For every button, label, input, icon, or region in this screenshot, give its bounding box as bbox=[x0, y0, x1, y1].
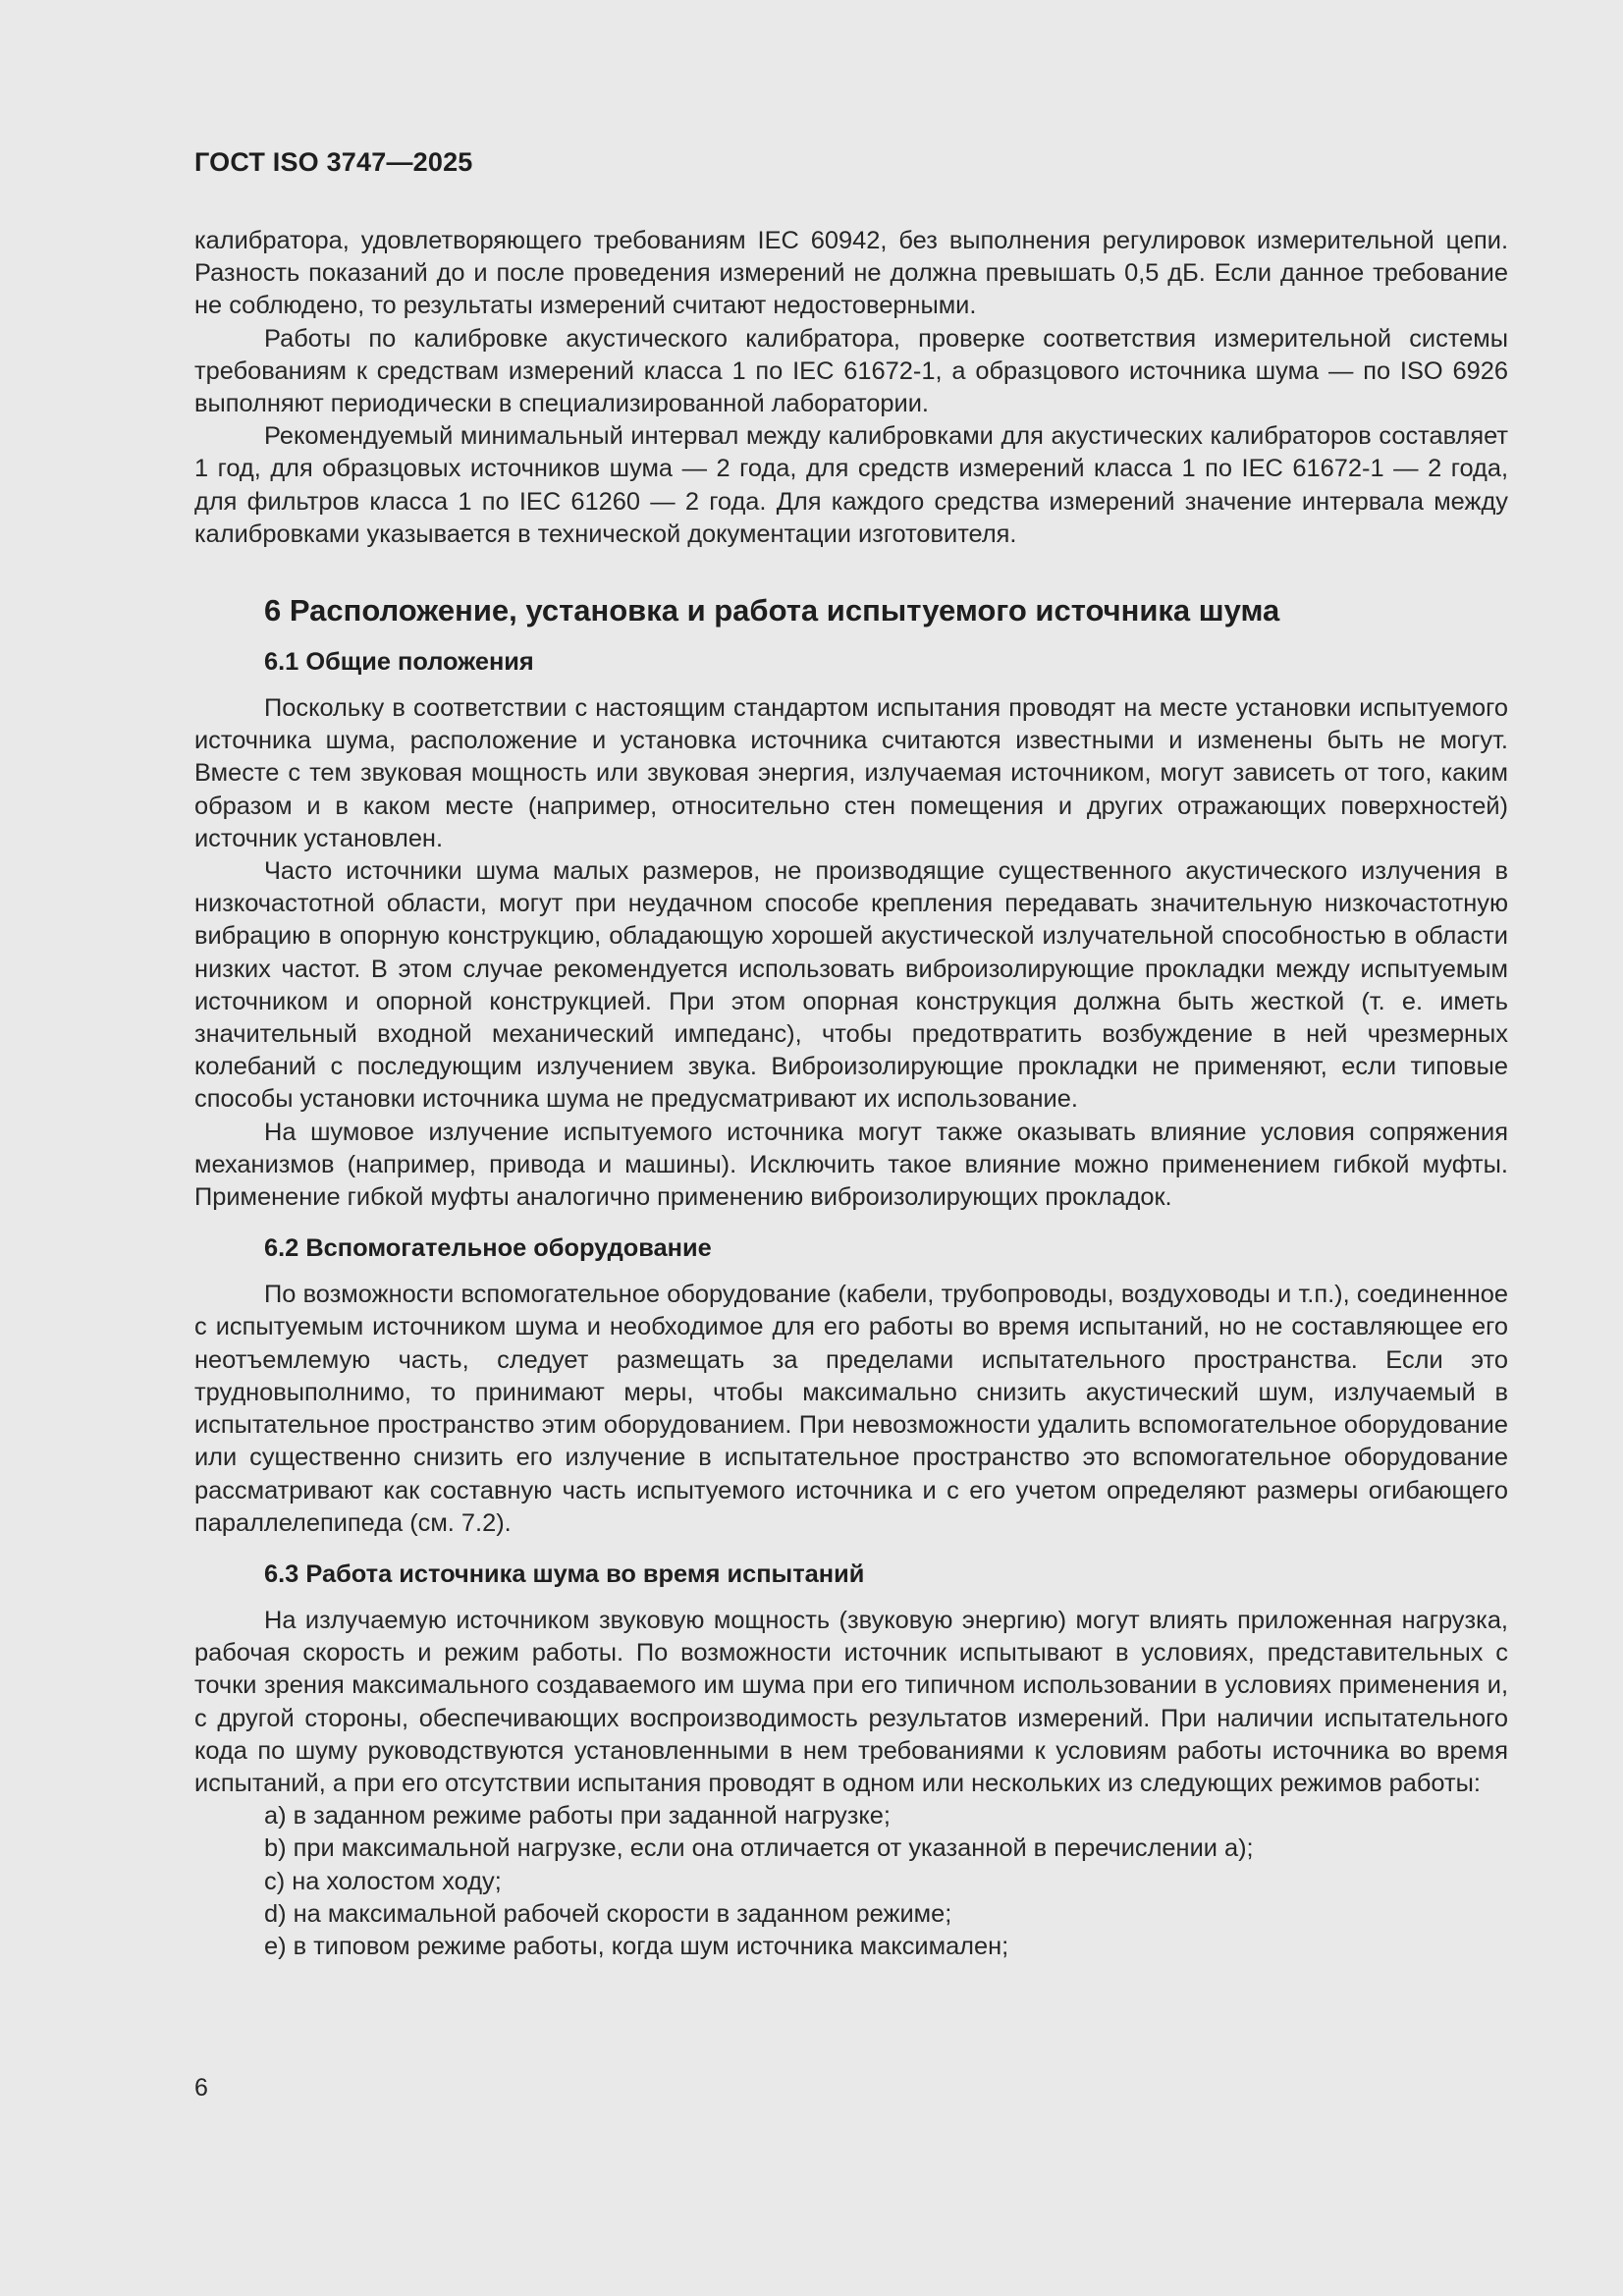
subsection-6-3-title: 6.3 Работа источника шума во время испытаний bbox=[264, 1559, 865, 1588]
page-content bbox=[194, 225, 1508, 1963]
subsection-6-2-paragraph-1: По возможности вспомогательное оборудование (кабели, трубопроводы, воздуховоды и т.п.), соединенное с испытуемым источником шума и необходимое для его работы во время испытаний, но не составляющее его неотъемлемую часть, следует размещать за пределами испытательного пространства. Если это трудновыполнимо, то принимают меры, чтобы максимально снизить акустический шум, излучаемый в испытательное пространство этим оборудованием. При невозможности удалить вспомогательное оборудование или существенно снизить его излучение в испытательное пространство это вспомогательное оборудование рассматривают как составную часть испытуемого источника и с его учетом определяют размеры огибающего параллелепипеда (см. 7.2). bbox=[194, 1281, 1508, 1537]
subsection-6-1-paragraph-2: Часто источники шума малых размеров, не производящие существенного акустического излучения в низкочастотной области, могут при неудачном способе крепления передавать значительную низкочастотную вибрацию в опорную конструкцию, обладающую хорошей акустической излучательной способностью в области низких частот. В этом случае рекомендуется использовать виброизолирующие прокладки между испытуемым источником и опорной конструкцией. При этом опорная конструкция должна быть жесткой (т. е. иметь значительный входной механический импеданс), чтобы предотвратить возбуждение в ней чрезмерных колебаний с последующим излучением звука. Виброизолирующие прокладки не применяют, если типовые способы установки источника шума не предусматривают их использование. bbox=[194, 857, 1508, 1114]
section-6-title: 6 Расположение, установка и работа испытуемого источника шума bbox=[264, 593, 1280, 629]
subsection-6-3-paragraph-1: На излучаемую источником звуковую мощность (звуковую энергию) могут влиять приложенная нагрузка, рабочая скорость и режим работы. По возможности источник испытывают в условиях, представительных с точки зрения максимального создаваемого им шума при его типичном использовании в условиях применения и, с другой стороны, обеспечивающих воспроизводимость результатов измерений. При наличии испытательного кода по шуму руководствуются установленными в нем требованиями к условиям работы источника во время испытаний, а при его отсутствии испытания проводят в одном или нескольких из следующих режимов работы: bbox=[194, 1606, 1508, 1797]
subsection-6-1-paragraph-3: На шумовое излучение испытуемого источника могут также оказывать влияние условия сопряжения механизмов (например, привода и машины). Исключить такое влияние можно применением гибкой муфты. Применение гибкой муфты аналогично применению виброизолирующих прокладок. bbox=[194, 1118, 1508, 1212]
list-item-c: c) на холостом ходу; bbox=[264, 1867, 502, 1895]
subsection-6-2-title: 6.2 Вспомогательное оборудование bbox=[264, 1234, 712, 1263]
list-item-a: a) в заданном режиме работы при заданной нагрузке; bbox=[264, 1802, 891, 1831]
list-item-d: d) на максимальной рабочей скорости в заданном режиме; bbox=[264, 1899, 952, 1928]
intro-paragraph-2: Работы по калибровке акустического калибратора, проверке соответствия измерительной системы требованиям к средствам измерений класса 1 по IEC 61672-1, а образцового источника шума — по ISO 6926 выполняют периодически в специализированной лаборатории. bbox=[194, 324, 1508, 418]
intro-paragraph-1: калибратора, удовлетворяющего требованиям IEC 60942, без выполнения регулировок измерительной цепи. Разность показаний до и после проведения измерений не должна превышать 0,5 дБ. Если данное требование не соблюдено, то результаты измерений считают недостоверными. bbox=[194, 227, 1508, 320]
subsection-6-1-title: 6.1 Общие положения bbox=[264, 648, 534, 677]
list-item-b: b) при максимальной нагрузке, если она отличается от указанной в перечислении а); bbox=[264, 1834, 1254, 1863]
list-item-e: e) в типовом режиме работы, когда шум источника максимален; bbox=[264, 1932, 1009, 1960]
subsection-6-1-paragraph-1: Поскольку в соответствии с настоящим стандартом испытания проводят на месте установки испытуемого источника шума, расположение и установка источника считаются известными и изменены быть не могут. Вместе с тем звуковая мощность или звуковая энергия, излучаемая источником, могут зависеть от того, каким образом и в каком месте (например, относительно стен помещения и других отражающих поверхностей) источник установлен. bbox=[194, 694, 1508, 852]
document-header: ГОСТ ISO 3747—2025 bbox=[194, 147, 473, 177]
intro-paragraph-3: Рекомендуемый минимальный интервал между калибровками для акустических калибраторов составляет 1 год, для образцовых источников шума — 2 года, для средств измерений класса 1 по IEC 61672-1 — 2 года, для фильтров класса 1 по IEC 61260 — 2 года. Для каждого средства измерений значение интервала между калибровками указывается в технической документации изготовителя. bbox=[194, 422, 1508, 548]
page-number: 6 bbox=[194, 2074, 208, 2102]
